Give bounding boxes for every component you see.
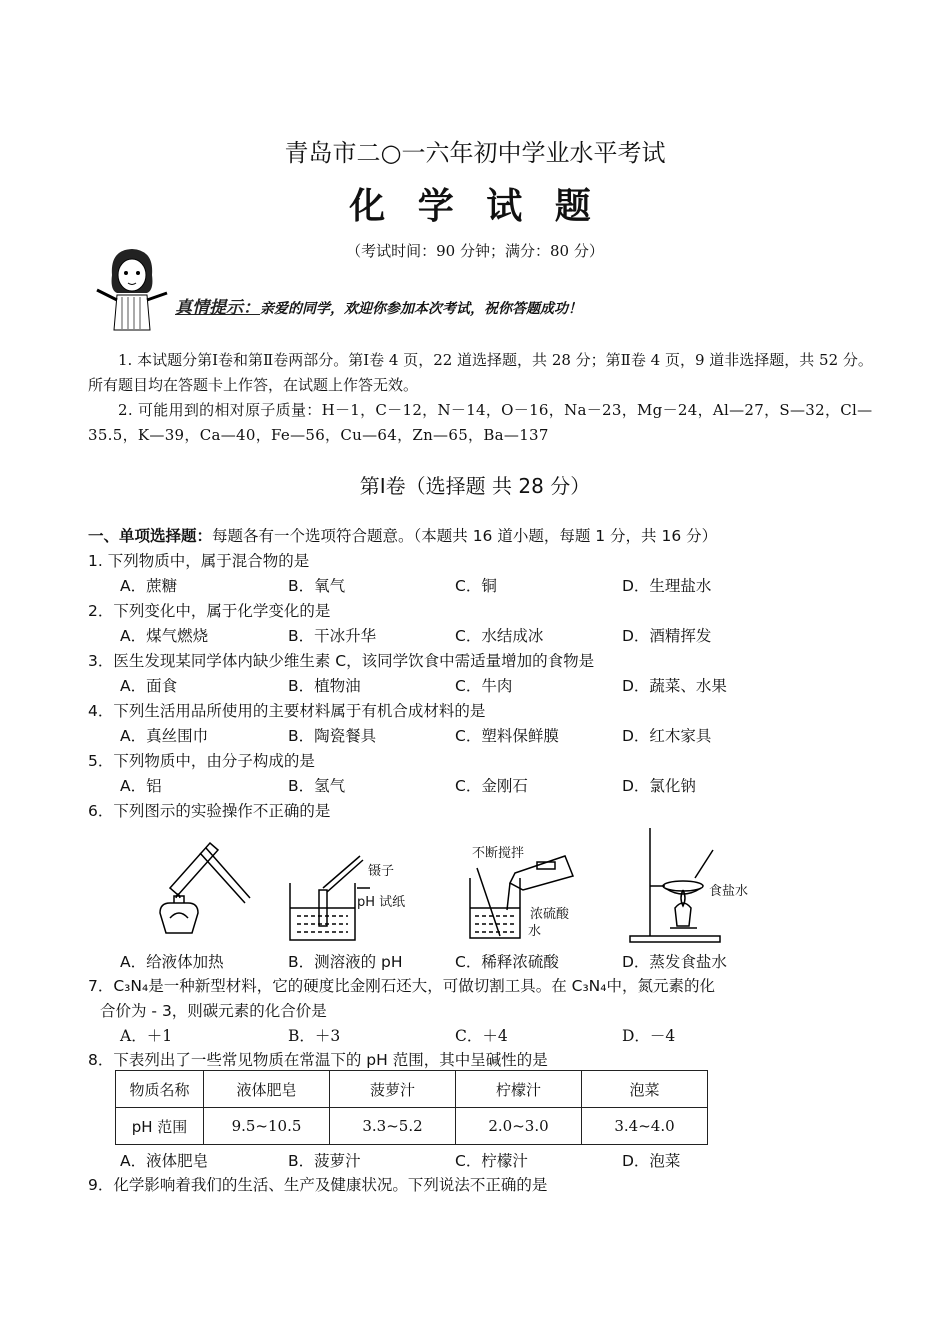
question-8-option-b: B．菠萝汁	[288, 1152, 361, 1170]
table-cell: pH 范围	[116, 1108, 204, 1145]
question-1-option-c: C．铜	[455, 577, 497, 595]
note-1: 1. 本试题分第Ⅰ卷和第Ⅱ卷两部分。第Ⅰ卷 4 页，22 道选择题，共 28 分；第Ⅱ卷 4 页，9 道非选择题，共 52 分。所有题目均在答题卡上作答，在试题上作答无效。	[88, 351, 873, 394]
question-3-option-a: A．面食	[120, 677, 178, 695]
question-6-option-d: D．蒸发食盐水	[622, 953, 727, 971]
question-3-option-c: C．牛肉	[455, 677, 513, 695]
question-6-option-c: C．稀释浓硫酸	[455, 953, 559, 971]
table-cell: 3.4~4.0	[582, 1108, 708, 1145]
question-7-option-a: A．＋1	[120, 1027, 173, 1045]
question-4-option-d: D．红木家具	[622, 727, 712, 745]
label-water: 水	[528, 924, 542, 939]
question-6-stem: 6．下列图示的实验操作不正确的是	[88, 802, 331, 820]
question-3-option-d: D．蔬菜、水果	[622, 677, 727, 695]
question-6-option-a: A．给液体加热	[120, 953, 224, 971]
table-cell: 2.0~3.0	[456, 1108, 582, 1145]
table-cell: 9.5~10.5	[204, 1108, 330, 1145]
table-header-cell: 物质名称	[116, 1071, 204, 1108]
label-salt-water: 食盐水	[709, 884, 749, 899]
ph-range-table	[115, 1070, 708, 1145]
question-7-stem: 7．C₃N₄是一种新型材料，它的硬度比金刚石还大，可做切割工具。在 C₃N₄中，氮元素的化	[88, 977, 715, 995]
table-cell: 3.3~5.2	[330, 1108, 456, 1145]
part-heading: 一、单项选择题：	[88, 527, 213, 545]
label-sulfuric-acid: 浓硫酸	[530, 907, 570, 922]
label-stir: 不断搅拌	[472, 846, 525, 861]
question-6-option-b: B．测溶液的 pH	[288, 953, 403, 971]
exam-title: 青岛市二○一六年初中学业水平考试	[284, 139, 666, 167]
question-5-option-c: C．金刚石	[455, 777, 528, 795]
label-tweezer: 镊子	[368, 864, 395, 879]
question-8-option-c: C．柠檬汁	[455, 1152, 528, 1170]
table-row	[116, 1071, 708, 1108]
section-title: 第Ⅰ卷（选择题 共 28 分）	[359, 474, 591, 498]
question-7-option-b: B．＋3	[288, 1027, 341, 1045]
table-row	[116, 1108, 708, 1145]
question-4-option-b: B．陶瓷餐具	[288, 727, 377, 745]
question-2-stem: 2．下列变化中，属于化学变化的是	[88, 602, 331, 620]
exam-subject-title: 化 学 试 题	[349, 186, 601, 227]
question-3-option-b: B．植物油	[288, 677, 361, 695]
question-5-option-d: D．氯化钠	[622, 777, 696, 795]
figure-ph-test	[285, 828, 435, 943]
question-4-option-c: C．塑料保鲜膜	[455, 727, 559, 745]
table-header-cell: 液体肥皂	[204, 1071, 330, 1108]
question-8-stem: 8．下表列出了一些常见物质在常温下的 pH 范围，其中呈碱性的是	[88, 1051, 548, 1069]
label-ph-paper: pH 试纸	[357, 895, 406, 910]
exam-time-info: （考试时间：90 分钟；满分：80 分）	[346, 242, 604, 260]
question-9-stem: 9．化学影响着我们的生活、生产及健康状况。下列说法不正确的是	[88, 1176, 548, 1194]
part-description: 每题各有一个选项符合题意。（本题共 16 道小题，每题 1 分，共 16 分）	[212, 527, 718, 545]
question-1-option-d: D．生理盐水	[622, 577, 712, 595]
table-header-cell: 菠萝汁	[330, 1071, 456, 1108]
note-2: 2. 可能用到的相对原子质量：H－1，C－12，N－14，O－16，Na－23，Mg－24，Al—27，S—32，Cl—35.5，K—39，Ca—40，Fe—56，Cu—64，Zn—65，Ba—137	[88, 401, 873, 444]
question-7-option-c: C．＋4	[455, 1027, 508, 1045]
part-heading-line	[88, 524, 717, 546]
figure-heating-liquid	[140, 828, 260, 943]
question-1-option-b: B．氧气	[288, 577, 346, 595]
table-header-cell: 泡菜	[582, 1071, 708, 1108]
question-8-option-a: A．液体肥皂	[120, 1152, 209, 1170]
question-3-stem: 3．医生发现某同学体内缺少维生素 C，该同学饮食中需适量增加的食物是	[88, 652, 595, 670]
question-7-option-d: D．－4	[622, 1027, 676, 1045]
question-5-option-a: A．铝	[120, 777, 162, 795]
question-2-option-c: C．水结成冰	[455, 627, 544, 645]
question-4-option-a: A．真丝围巾	[120, 727, 209, 745]
question-7-stem-continued: 合价为 - 3，则碳元素的化合价是	[100, 1002, 327, 1020]
question-5-option-b: B．氢气	[288, 777, 346, 795]
question-8-option-d: D．泡菜	[622, 1152, 681, 1170]
table-header-cell: 柠檬汁	[456, 1071, 582, 1108]
question-2-option-a: A．煤气燃烧	[120, 627, 209, 645]
question-2-option-d: D．酒精挥发	[622, 627, 712, 645]
tip-label: 真情提示：	[175, 298, 260, 318]
tip-text: 亲爱的同学，欢迎你参加本次考试，祝你答题成功！	[260, 301, 582, 317]
question-1-stem: 1. 下列物质中，属于混合物的是	[88, 552, 310, 570]
student-cartoon-icon	[92, 245, 172, 337]
question-2-option-b: B．干冰升华	[288, 627, 377, 645]
question-4-stem: 4．下列生活用品所使用的主要材料属于有机合成材料的是	[88, 702, 486, 720]
question-1-option-a: A．蔗糖	[120, 577, 178, 595]
tip-line	[175, 293, 582, 318]
question-5-stem: 5．下列物质中，由分子构成的是	[88, 752, 315, 770]
